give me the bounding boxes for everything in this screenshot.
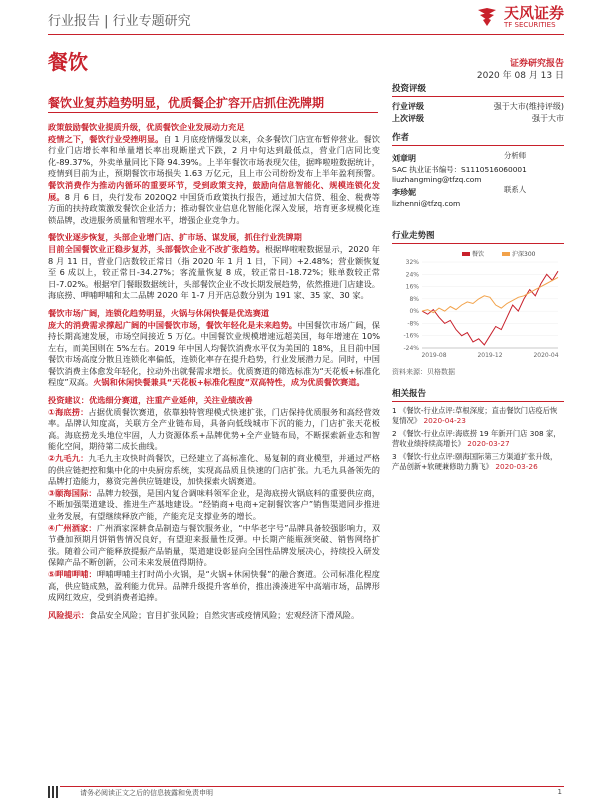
company-name: ②九毛九：: [48, 453, 89, 464]
paragraph-risk: [48, 610, 380, 622]
related-report-item[interactable]: [392, 429, 564, 449]
y-tick-label: -24%: [403, 344, 419, 352]
legend-label: 餐饮: [472, 250, 485, 258]
related-report-date: 2020-04-23: [423, 415, 466, 425]
section-heading: 餐饮市场广阔，连锁化趋势明显，火锅与休闲快餐是优选赛道: [48, 307, 270, 318]
highlight-text: 疫情之下，餐饮行业受挫明显。: [48, 133, 164, 144]
chart-source: 资料来源：贝格数据: [392, 367, 455, 376]
related-report-date: 2020-03-27: [467, 438, 510, 448]
y-tick-label: 0%: [409, 307, 419, 315]
rating-title: 投资评级: [392, 84, 427, 94]
related-report-title[interactable]: 3 《餐饮-行业点评:颐海国际第三方渠道扩张升级，产品创新+软硬兼修助力腾飞》: [392, 451, 558, 471]
rating-row: [392, 101, 564, 113]
y-tick-label: -8%: [407, 320, 419, 328]
y-tick-label: 24%: [405, 271, 419, 279]
body-text: 8 月 6 日，央行发布 2020Q2 中国货币政策执行报告，通过加大信贷、租金、税费等方面的扶持政策激发餐饮企业活力；推动餐饮业信息化智能化深入发展，培育更多规模化连锁品牌，改进服务质量和管理水平，增强企业竞争力。: [48, 191, 380, 225]
legend-label: 沪深300: [512, 250, 536, 258]
top-divider: [48, 34, 564, 35]
body-text: 九毛九主攻快时尚餐饮，已经建立了高标准化、易复制的商业模型，并通过严格的供应链把控和集中化的中央厨房系统，实现高品质且快速的门店扩张。九毛九具备领先的品牌打造能力，募资完善供应链建设，加快探索火锅赛道。: [48, 453, 380, 487]
body-text: 呷哺呷哺主打时尚小火锅，是“火锅+休闲快餐”的融合赛道。公司标准化程度高，供应链成熟，盈利能力优异。品牌升级提升客单价，推出湊湊进军中高端市场，品牌形成网红效应，受到消费者追捧。: [48, 568, 380, 603]
paragraph-market: [48, 308, 380, 389]
tf-logo-icon: [476, 6, 498, 28]
analyst-role: 分析师: [504, 151, 527, 160]
highlight-text: 餐饮消费作为推动内循环的重要环节，受到政策支持，鼓励向信息智能化、规模连锁化发展。: [48, 179, 380, 202]
divider: [392, 401, 564, 402]
legend-swatch: [502, 252, 510, 256]
divider: [392, 96, 564, 97]
logo-text-cn: 天风证券: [503, 3, 564, 22]
company-name: ①海底捞：: [48, 406, 89, 417]
paragraph-investment: [48, 395, 380, 604]
logo-text-en: TF SECURITIES: [503, 20, 556, 29]
series-line-1: [422, 277, 558, 312]
y-tick-label: 8%: [409, 295, 419, 303]
y-tick-label: 32%: [405, 258, 419, 266]
analyst-email[interactable]: liuzhangming@tfzq.com: [392, 174, 482, 184]
body-text: 中国餐饮市场广阔，保持长期高速发展，市场空间接近 5 万亿。中国餐饮业规模增速远超美国，每年增速在 10%左右，而美国则在 5%左右。2019 年中国人均餐饮消费水平仅为美国的 18%，且目前中国餐饮市场高度分散且连锁化率偏低，连锁化率存在提升趋势，行业发展潜力足。同时，中国餐饮消费主体愈发年轻化，拉动外出就餐需求增长。优质赛道的筛选标准为“天花板+标准化程度”双高。: [48, 319, 380, 388]
risk-heading: 风险提示：: [48, 609, 89, 620]
company-name: ⑤呷哺呷哺：: [48, 568, 97, 579]
analyst-cert: SAC 执业证书编号：S1110516060001: [392, 165, 527, 174]
analyst-1: [392, 150, 564, 184]
report-date: 2020 年 08 月 13 日: [476, 71, 564, 81]
section-heading: 投资建议：优选细分赛道，注重产业延伸，关注业绩改善: [48, 395, 253, 406]
paragraph-recovery: [48, 232, 380, 302]
chart-title: 行业走势图: [392, 230, 435, 241]
analyst-email[interactable]: lizhenni@tfzq.com: [392, 199, 461, 209]
related-reports: [392, 406, 564, 472]
footer-divider: [48, 786, 564, 787]
analyst-2: [392, 184, 564, 209]
series-line-0: [422, 271, 558, 345]
paragraph-policy: [48, 122, 380, 226]
divider: [392, 243, 564, 244]
company-name: ③颐海国际：: [48, 487, 97, 498]
section-heading: 餐饮业逐步恢复，头部企业增门店、扩市场、谋发展，抓住行业洗牌期: [48, 232, 302, 243]
industry-trend-chart: [392, 248, 564, 366]
breadcrumb: 行业报告 | 行业专题研究: [48, 14, 191, 29]
related-title: 相关报告: [392, 388, 427, 399]
x-tick-label: 2019-08: [421, 351, 447, 359]
page-number: 1: [557, 788, 562, 796]
rating-value: 强于大市(维持评级): [493, 102, 564, 111]
related-report-item[interactable]: [392, 452, 564, 472]
body-text: 占据优质餐饮赛道，依靠独特管理模式快速扩张，门店保持优质服务和高经营效率。品牌认知度高，关联方全产业链布局，具备向低线城市下沉的能力，门店扩张天花板高。海底捞龙头地位牢固，人力资源体系+品牌优势+全产业链布局，不断探索新业态和智能化空间，期待第二成长曲线。: [48, 406, 380, 452]
y-tick-label: 16%: [405, 283, 419, 291]
company-logo: [476, 4, 564, 30]
body-text: 品牌力较强，是国内复合调味料领军企业，是海底捞火锅底料的重要供应商，不断加强渠道建设、推进生产基地建设。“经销商+电商+定制餐饮客户”销售渠道同步推进业务发展，有望继续释放产能，产能充足支撑业务的增长。: [48, 487, 380, 521]
body-text: 食品安全风险；盲目扩张风险；自然灾害或疫情风险；宏观经济下滑风险。: [88, 609, 360, 620]
related-report-date: 2020-03-26: [495, 461, 538, 471]
sector-title: 餐饮: [48, 50, 88, 74]
sidebar: [392, 76, 564, 475]
analyst-name: 李珍妮: [392, 188, 416, 198]
related-report-item[interactable]: [392, 406, 564, 426]
highlight-text: 目前全国餐饮业正稳步复苏，头部餐饮企业不改扩张趋势。: [48, 243, 265, 254]
chart-svg: [392, 248, 564, 366]
legend-swatch: [462, 252, 470, 256]
x-tick-label: 2019-12: [477, 351, 503, 359]
disclaimer: 请务必阅读正文之后的信息披露和免责申明: [80, 789, 213, 797]
qr-code-icon: [48, 786, 60, 798]
report-headline: 餐饮业复苏趋势明显，优质餐企扩容开店抓住洗牌期: [48, 96, 325, 110]
analyst-name: 刘章明: [392, 154, 416, 163]
prev-rating-label: 上次评级: [392, 114, 424, 123]
rating-label: 行业评级: [392, 102, 424, 111]
section-heading: 政策鼓励餐饮业提质升级，优质餐饮企业发展动力充足: [48, 122, 245, 132]
main-body: [48, 122, 380, 627]
analyst-role: 联系人: [504, 185, 527, 195]
body-text: 自 1 月底疫情爆发以来，众多餐饮门店宣布暂停营业。餐饮行业门店增长率和单量增长率出现断崖式下跌，2 月中旬达到最低点，营业门店同比变化-89.37%，外卖单量同比下降 94.39%。上半年餐饮市场表现欠佳，据哗啦啦数据统计，疫情到目前为止，预期餐饮市场损失 1.63 万亿元，且上市公司纷纷发布上半年盈利预警。: [48, 133, 380, 179]
prev-rating-value: 强于大市: [532, 114, 564, 123]
related-report-title[interactable]: 2 《餐饮-行业点评:海底捞 19 年新开门店 308 家，营收业绩持续高增长》: [392, 428, 561, 448]
author-title: 作者: [392, 133, 410, 143]
prev-rating-row: [392, 113, 564, 125]
divider: [392, 145, 564, 146]
body-text: 根据哗啦啦数据显示，2020 年 8 月 11 日，营业门店数较正常日（指 2020 年 1 月 1 日，下同）+2.48%；营业额恢复至 6 成以上，较正常日-34.27%；客流量恢复 8 成，较正常日-18.72%；账单数较正常日-7.02%。根据窄门餐眼数据统计，头部餐饮企业不改长期发展趋势，依然推进门店建设。海底捞、呷哺呷哺和太二品牌 2020 年 1-7 月开店总数分别为 191 家、35 家、30 家。: [48, 243, 380, 301]
report-type: 证券研究报告: [509, 59, 564, 69]
y-tick-label: -16%: [403, 332, 419, 340]
related-report-title[interactable]: 1 《餐饮-行业点评:草根深度；直击餐饮门店疫后恢复情况》: [392, 405, 558, 425]
x-tick-label: 2020-04: [533, 351, 559, 359]
highlight-text: 庞大的消费需求撑起广阔的中国餐饮市场，餐饮年轻化是未来趋势。: [48, 319, 298, 330]
body-text: 广州酒家深耕食品制造与餐饮服务业，“中华老字号”品牌具备较强影响力，双节叠加预期月饼销售情况良好，有望迎来报量性反弹。中长期产能瓶颈突破、销售网络扩张。随着公司产能释放提振产品销量，渠道建设彰显向全国性品牌发展决心，持续投入研发保障产品不断创新，公司未来发展值得期待。: [48, 522, 381, 568]
headline-divider: [48, 112, 378, 113]
highlight-text: 火锅和休闲快餐兼具“天花板+标准化程度”双高特性，成为优质餐饮赛道。: [93, 377, 365, 388]
company-name: ④广州酒家：: [48, 522, 97, 533]
